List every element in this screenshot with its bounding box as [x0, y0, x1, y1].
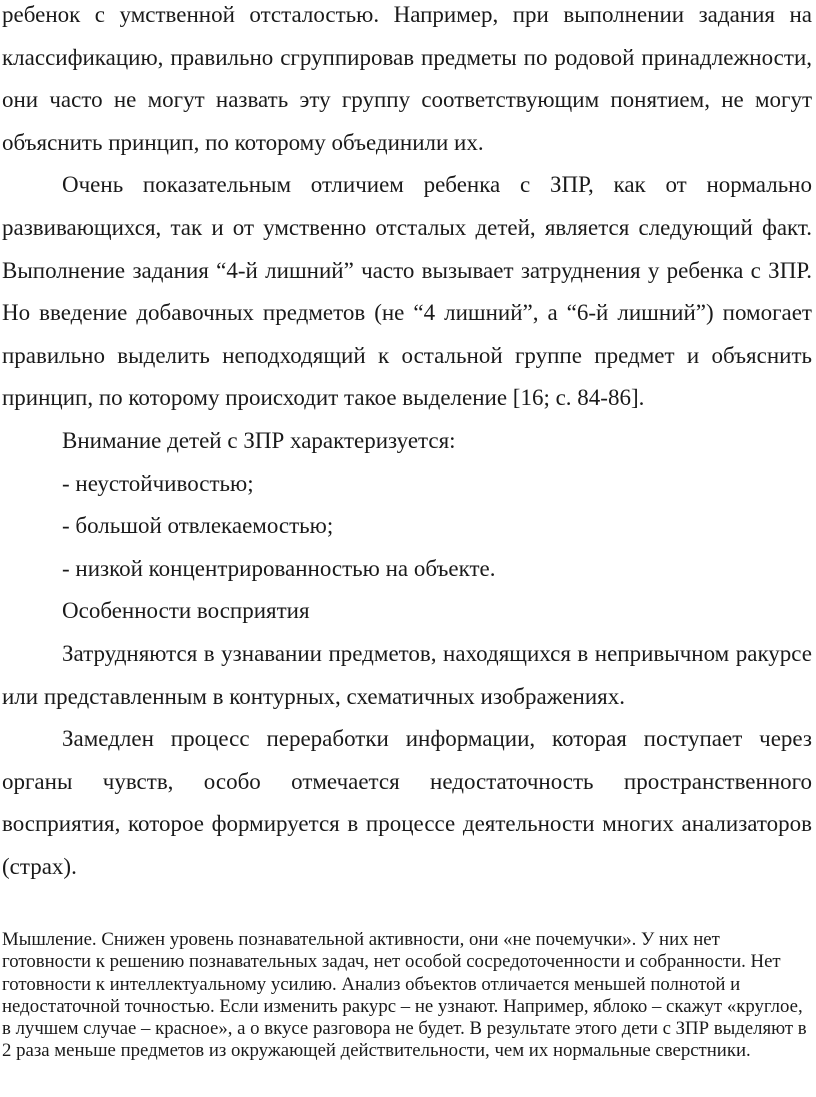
- attention-heading: Внимание детей с ЗПР характеризуется:: [62, 427, 456, 453]
- paragraph-information-processing: Замедлен процесс переработки информации, которая поступает через органы чувств, особо отмечается недостаточность пространственного восприятия, которое формируется в процессе деятельности многих анализаторов (страх).: [2, 726, 812, 879]
- paragraph-continuation: ребенок с умственной отсталостью. Например, при выполнении задания на классификацию, правильно сгруппировав предметы по родовой принадлежности, они часто не могут назвать эту группу соответствующим понятием, не могут объяснить принцип, по которому объединили их.: [2, 2, 812, 155]
- perception-heading: Особенности восприятия: [62, 598, 310, 624]
- thinking-note: [2, 929, 812, 1063]
- thinking-note-text: Мышление. Снижен уровень познавательной активности, они «не почемучки». У них нет готовности к решению познавательных задач, нет особой сосредоточенности и собранности. Нет готовности к интеллектуальному усилию. Анализ объектов отличается меньшей полнотой и недостаточной точностью. Если изменить ракурс – не узнают. Например, яблоко – скажут «круглое, в лучшем случае – красное», а о вкусе разговора не будет. В результате этого дети с ЗПР выделяют в 2 раза меньше предметов из окружающей действительности, чем их нормальные сверстники.: [2, 929, 807, 1062]
- attention-item-instability: - неустойчивостью;: [62, 470, 254, 496]
- attention-item-distractibility: - большой отвлекаемостью;: [62, 513, 334, 539]
- main-text: [2, 0, 812, 888]
- attention-item-low-concentration: - низкой концентрированностью на объекте.: [62, 555, 496, 581]
- paragraph-zpr-distinction: Очень показательным отличием ребенка с ЗПР, как от нормально развивающихся, так и от умственно отсталых детей, является следующий факт. Выполнение задания “4-й лишний” часто вызывает затруднения у ребенка с ЗПР. Но введение добавочных предметов (не “4 лишний”, а “6-й лишний”) помогает правильно выделить неподходящий к остальной группе предмет и объяснить принцип, по которому происходит такое выделение [16; с. 84-86].: [2, 172, 812, 411]
- paragraph-object-recognition: Затрудняются в узнавании предметов, находящихся в непривычном ракурсе или представленным в контурных, схематичных изображениях.: [2, 640, 812, 709]
